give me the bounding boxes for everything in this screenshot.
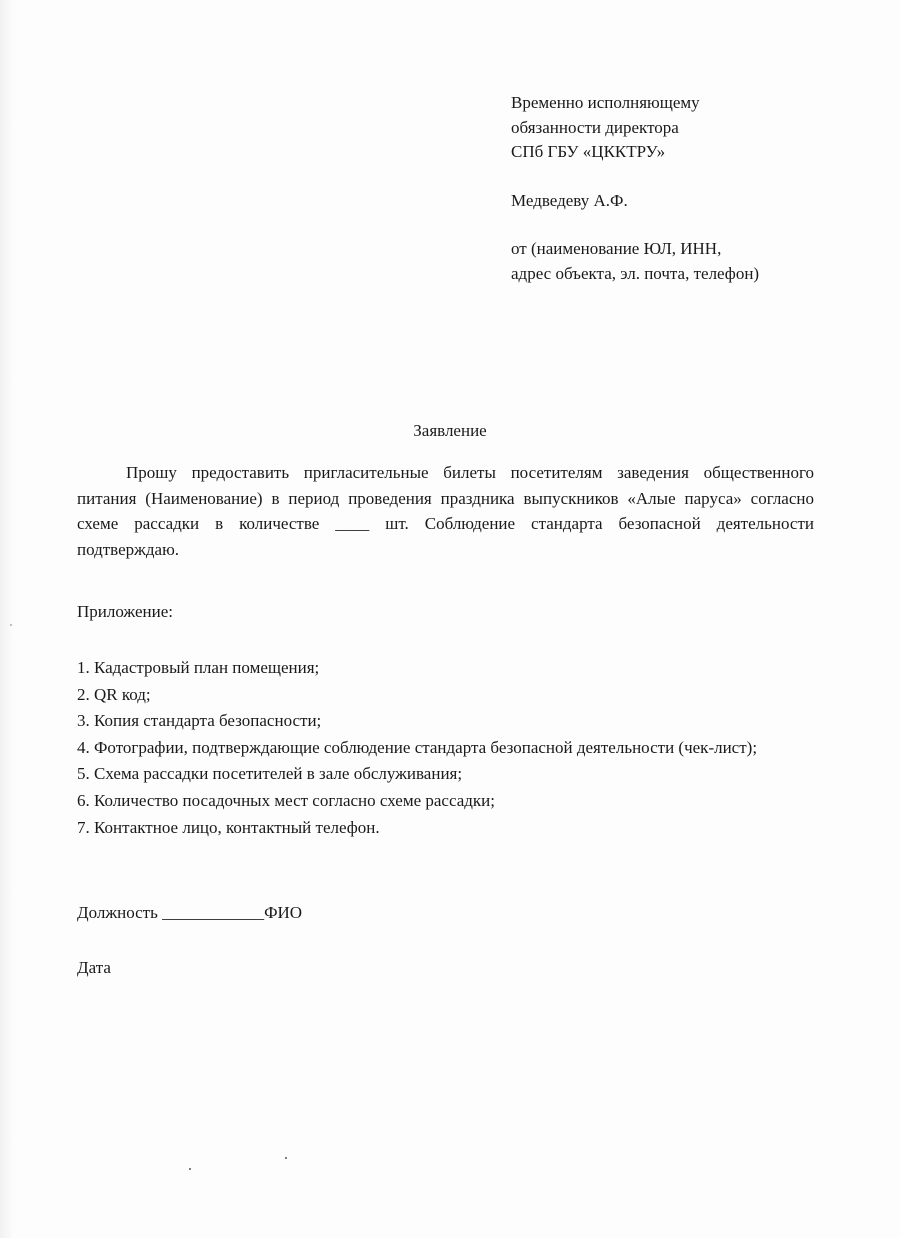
scan-speck [285,1157,287,1159]
addressee-block [511,91,759,286]
sender-line: от (наименование ЮЛ, ИНН, [511,239,722,258]
request-paragraph: Прошу предоставить пригласительные билеты посетителям заведения общественного питания (Наименование) в период проведения праздника выпускников «Алые паруса» согласно схеме рассадки в количестве ____ шт. Соблюдение стандарта безопасной деятельности подтверждаю. [77,463,814,559]
scan-shadow [0,0,14,1238]
document-title: Заявление [413,421,487,440]
attachment-item: 5. Схема рассадки посетителей в зале обслуживания; [77,764,463,784]
signature-line: Должность ____________ФИО [77,903,303,922]
attachment-item: 2. QR код; [77,684,151,704]
attachment-item: 3. Копия стандарта безопасности; [77,711,322,731]
attachment-list [77,655,814,841]
attachment-item: 6. Количество посадочных мест согласно схеме рассадки; [77,790,495,810]
addressee-line: СПб ГБУ «ЦККТРУ» [511,142,666,161]
date-label: Дата [77,958,111,977]
addressee-line: обязанности директора [511,117,679,137]
appendix-label: Приложение: [77,602,173,621]
attachment-item: 1. Кадастровый план помещения; [77,658,320,677]
attachment-item: 4. Фотографии, подтверждающие соблюдение стандарта безопасной деятельности (чек-лист); [77,737,758,757]
addressee-line: Временно исполняющему [511,93,700,112]
attachment-item: 7. Контактное лицо, контактный телефон. [77,817,380,837]
addressee-name: Медведеву А.Ф. [511,190,628,210]
sender-line: адрес объекта, эл. почта, телефон) [511,263,760,283]
scan-speck [10,624,12,626]
scan-speck [189,1168,191,1170]
